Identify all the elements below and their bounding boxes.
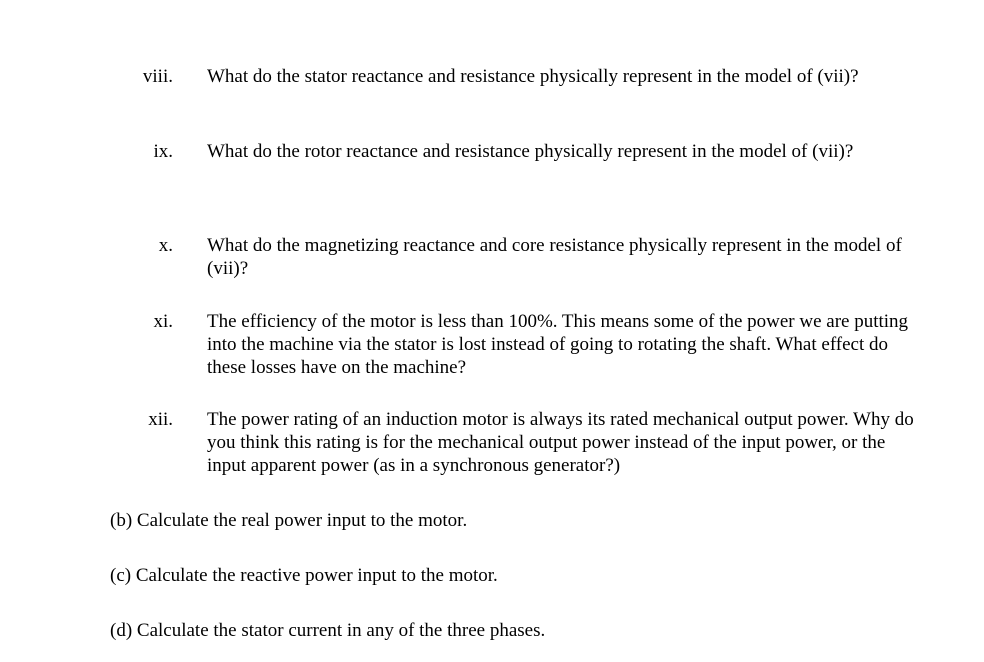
question-numeral: x. xyxy=(158,235,173,256)
question-text: What do the stator reactance and resistance physically represent in the model of (vii)? xyxy=(207,66,859,87)
question-text: What do the rotor reactance and resistance physically represent in the model of (vii)? xyxy=(207,141,854,162)
part-b-text: (b) Calculate the real power input to the motor. xyxy=(110,510,468,531)
question-text: What do the magnetizing reactance and core resistance physically represent in the model of (vii)? xyxy=(207,235,902,279)
question-text: The power rating of an induction motor is always its rated mechanical output power. Why do you think this rating is for the mechanical output power instead of the input power, or the input apparent power (as in a synchronous generator?) xyxy=(207,409,914,476)
question-numeral: xii. xyxy=(148,409,173,430)
question-text: The efficiency of the motor is less than 100%. This means some of the power we are putting into the machine via the stator is lost instead of going to rotating the shaft. What effect do these losses have on the machine? xyxy=(207,311,909,378)
question-numeral: ix. xyxy=(153,141,173,162)
part-c-text: (c) Calculate the reactive power input to the motor. xyxy=(110,565,498,586)
question-numeral: viii. xyxy=(142,66,173,87)
part-d-text: (d) Calculate the stator current in any of the three phases. xyxy=(110,620,546,641)
question-numeral: xi. xyxy=(153,311,173,332)
